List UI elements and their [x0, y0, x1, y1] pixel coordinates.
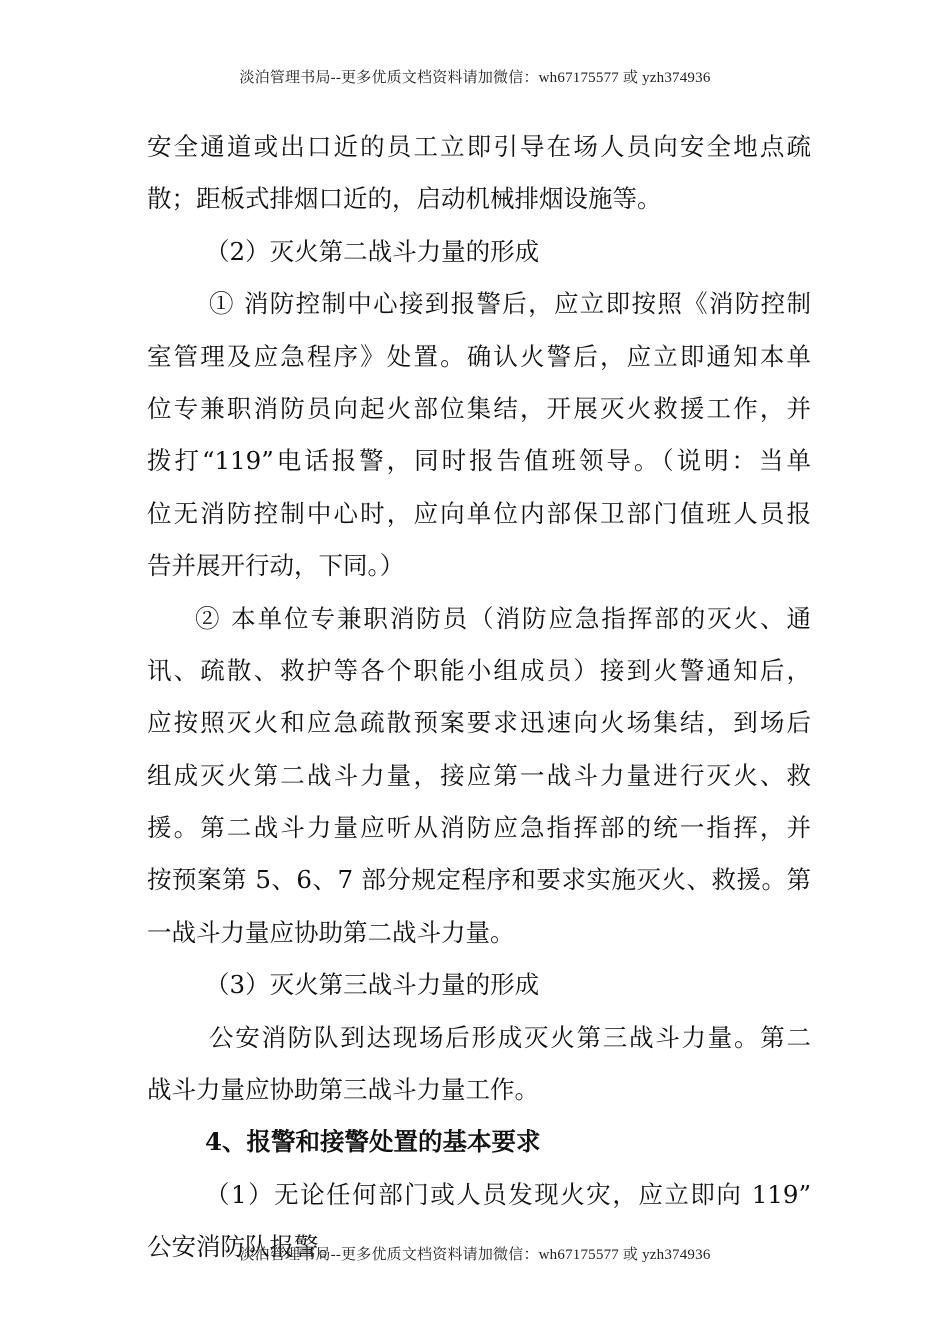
- paragraph-line: 按预案第 5、6、7 部分规定程序和要求实施灭火、救援。第: [147, 865, 811, 895]
- paragraph-line: 告并展开行动，下同。）: [147, 551, 405, 581]
- page-header-watermark: 淡泊管理书局--更多优质文档资料请加微信：wh67175577 或 yzh374936: [239, 70, 711, 86]
- paragraph-line: 一战斗力量应协助第二战斗力量。: [147, 917, 515, 947]
- paragraph-line: ② 本单位专兼职消防员（消防应急指挥部的灭火、通: [195, 603, 811, 633]
- paragraph-line: 散；距板式排烟口近的，启动机械排烟设施等。: [147, 184, 662, 214]
- paragraph-line: 讯、疏散、救护等各个职能小组成员）接到火警通知后，: [147, 655, 811, 685]
- paragraph-line: 拨打“119”电话报警，同时报告值班领导。（说明：当单: [147, 446, 811, 476]
- section-heading-4: 4、报警和接警处置的基本要求: [205, 1127, 541, 1157]
- paragraph-line: ① 消防控制中心接到报警后，应立即按照《消防控制: [209, 289, 811, 319]
- paragraph-line: 位专兼职消防员向起火部位集结，开展灭火救援工作，并: [147, 393, 811, 423]
- paragraph-line: 公安消防队到达现场后形成灭火第三战斗力量。第二: [209, 1022, 811, 1052]
- paragraph-line: 室管理及应急程序》处置。确认火警后，应立即通知本单: [147, 341, 811, 371]
- paragraph-line: 位无消防控制中心时，应向单位内部保卫部门值班人员报: [147, 498, 811, 528]
- section-heading-3: （3）灭火第三战斗力量的形成: [205, 970, 540, 1000]
- paragraph-line: 公安消防队报警。: [147, 1232, 343, 1262]
- document-body: [147, 128, 811, 1281]
- paragraph-line: 应按照灭火和应急疏散预案要求迅速向火场集结，到场后: [147, 708, 811, 738]
- page-footer-watermark: 淡泊管理书局--更多优质文档资料请加微信：wh67175577 或 yzh374936: [239, 1247, 711, 1263]
- paragraph-line: 援。第二战斗力量应听从消防应急指挥部的统一指挥，并: [147, 813, 811, 843]
- paragraph-line: 战斗力量应协助第三战斗力量工作。: [147, 1075, 539, 1105]
- paragraph-line: （1）无论任何部门或人员发现火灾，应立即向 119”: [205, 1179, 811, 1209]
- section-heading-2: （2）灭火第二战斗力量的形成: [205, 236, 540, 266]
- paragraph-line: 安全通道或出口近的员工立即引导在场人员向安全地点疏: [147, 132, 811, 161]
- paragraph-line: 组成灭火第二战斗力量，接应第一战斗力量进行灭火、救: [147, 760, 811, 790]
